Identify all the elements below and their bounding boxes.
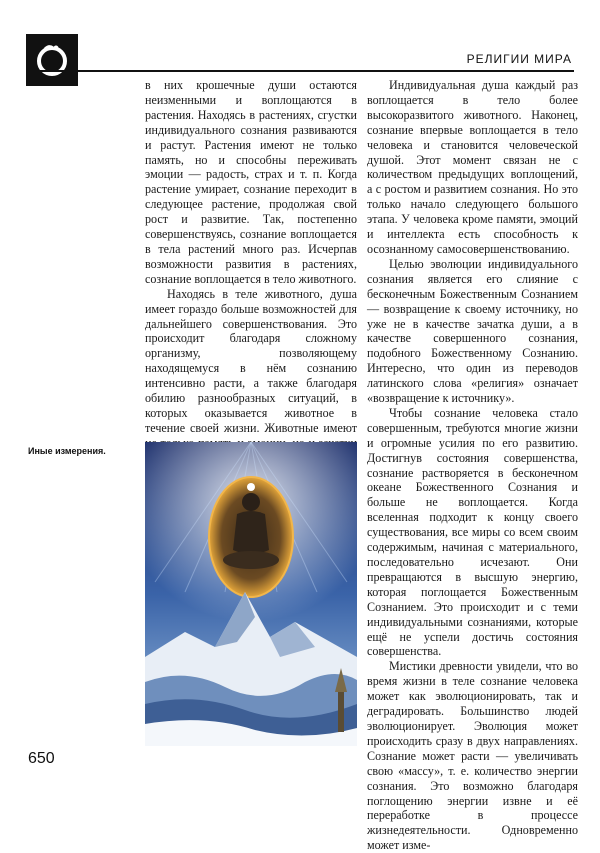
figure-caption: Иные измерения. [28,446,106,456]
paragraph: Целью эволюции индивидуального сознания является его слияние с бесконечным Божественным Сознанием — возвращение к своему источнику, но уже не в качестве зачатка души, а в качестве совершенного сознания, подобного Божественному Сознанию. Интересно, что один из переводов латинского слова «религия» означает «возвращение к источнику». [367,256,578,406]
section-title: РЕЛИГИИ МИРА [466,52,572,66]
paragraph: в них крошечные души остаются неизменными и воплощаются в растения. Находясь в растениях, сгустки индивидуального сознания развиваются и растут. Растения имеют не только память, но и способны переживать эмоции — радость, страх и т. п. Когда растение умирает, сознание переходит в следующее растение, продолжая свой рост и развитие. Так, постепенно совершенствуясь, сознание воплощается в тела растений много раз. Исчерпав возможности развития в растениях, сознание воплощается в тело животного. [145,78,357,286]
ouroboros-icon [32,40,72,80]
meditation-illustration [145,442,357,746]
header-rule [26,70,574,72]
section-logo [26,34,78,86]
text-column-left [145,78,357,466]
page-number: 650 [28,750,55,767]
paragraph: Находясь в теле животного, душа имеет гораздо больше возможностей для дальнейшего совершенствования. Это происходит благодаря сложному организму, позволяющему находящемуся в нём сознанию интенсивно расти, а также благодаря обилию разнообразных ситуаций, в которых оказывается животное в течение своей жизни. Животные имеют [145,286,357,435]
text-column-right [367,78,578,853]
paragraph: Мистики древности увидели, что во время жизни в теле сознание человека может как эволюционировать, так и деградировать. Большинство людей эволюционирует. Эволюция может происходить сразу в двух направлениях. Сознание может расти — увеличивать свою «массу», т. е. количество энергии сознания. Это возможно благодаря поглощению энергии извне и её переработке в процессе жизнедеятельности. Одновременно может изме- [367,659,578,853]
paragraph: Индивидуальная душа каждый раз воплощается в тело более высокоразвитого животного. Наконец, сознание впервые воплощается в тело человека и становится человеческой душой. Этот момент связан не с количеством предыдущих воплощений, а с ростом и развитием сознания. Но это только начало следующего большого этапа. У человека кроме памяти, эмоций и интеллекта есть способность к осознанному самосовершенствованию. [367,78,578,256]
paragraph: Чтобы сознание человека стало совершенным, требуются многие жизни и огромные усилия по его развитию. Достигнув состояния совершенства, сознание растворяется в бесконечном океане Божественного Сознания и больше не воплощается. Когда вселенная подходит к концу своего существования, все миры со всем своим содержимым, начиная с материального, последовательно исчезают. Они превращаются в высшую энергию, которая поглощается Божественным Сознанием. Это происходит и с теми индивидуальными сознаниями, которые ещё не успели достичь состояния совершенства. [367,405,578,659]
